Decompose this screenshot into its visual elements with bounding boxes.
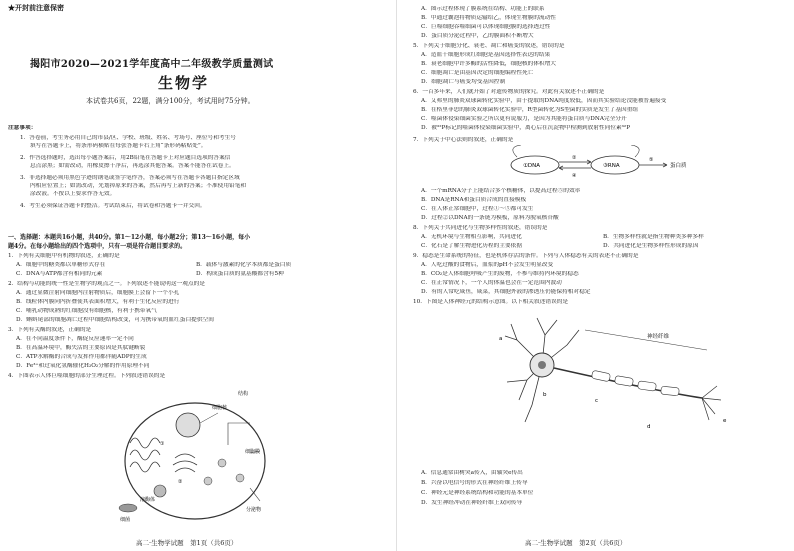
confidential-mark: ★开封前注意保密 — [8, 3, 64, 12]
myelin-sheath — [591, 370, 679, 396]
neuron-diagram — [497, 310, 737, 460]
option: A．艾弗里的肺炎双球菌转化实验中，由于提取的DNA纯度较低，因而其实验结论没能被普遍接受 — [421, 98, 667, 104]
label-d: d — [647, 424, 651, 430]
subject-title: 生物学 — [158, 74, 210, 92]
lysosome — [154, 485, 166, 497]
option: B．DNA是RNA和蛋白质合成的直接模板 — [421, 197, 527, 203]
er-structure — [130, 438, 160, 472]
arrow — [228, 423, 250, 445]
process-5-label: ⑤ — [649, 157, 654, 163]
note-line: 涂改液。不按以上要求作答无效。 — [30, 191, 116, 197]
exam-info: 本试卷共6页，22题，满分100分，考试用时75分钟。 — [86, 97, 255, 105]
label-membrane: 细胞膜 — [245, 449, 261, 455]
option: C．在正常情况下，一个人的体温也会在一定范围内波动 — [421, 280, 562, 286]
protein-label: 蛋白质 — [670, 163, 687, 169]
label-lysosome: 溶酶体 — [140, 497, 156, 503]
label-secretion: 分泌物 — [246, 507, 262, 513]
vesicle — [236, 474, 244, 482]
exam-title: 揭阳市2020—2021学年度高中二年级教学质量测试 — [30, 59, 274, 70]
option: C．噬菌体侵染细菌实验之所以更有说服力，是因为其能将蛋白质与DNA完全分开 — [421, 116, 627, 122]
option: D．被³²P标记的噬菌体侵染细菌实验中，离心后在沉淀物中检测到放射性同位素³²P — [421, 125, 631, 131]
option: D．过程②以DNA的一条链为模板，原料为脱氧核苷酸 — [421, 215, 559, 221]
note-line: 1．答卷前，考生务必用自己的市县/区、学校、班级、姓名、考场号、座位号和考生号 — [20, 135, 236, 141]
macrophage-diagram — [100, 383, 270, 523]
option: B．载体与激素的化学本质都是蛋白质 — [196, 262, 292, 268]
note-line: 3．非选择题必须用黑色字迹的钢笔或签字笔作答，答案必须写在答题卡各题目指定区域 — [20, 175, 240, 181]
exam-page-2 — [397, 0, 794, 551]
nucleus — [176, 413, 200, 437]
option: A．在不同温度条件下，酶促反应速率一定不同 — [16, 336, 134, 342]
label-fiber: 神经纤维 — [647, 334, 670, 340]
section-heading-cont: 题4分。在每小题给出的四个选项中，只有一项是符合题目要求的。 — [8, 243, 187, 250]
label-a: a — [499, 336, 503, 342]
option: B．线粒体内膜向内折叠使其表面积增大，有利于生化反应的进行 — [16, 299, 180, 305]
option: C．巨噬细胞吞噬细菌可以体现细胞膜的选择透过性 — [421, 24, 551, 30]
process-2-label: ② — [572, 155, 577, 161]
note-line: 2．作答选择题时，选出每小题答案后，用2B铅笔在答题卡上对应题目选项的答案信 — [20, 155, 231, 161]
page-footer: 高二·生物学试题 第1页（共6页） — [136, 539, 238, 547]
label-nucleus: 细胞核 — [212, 405, 228, 411]
fiber-bracket — [585, 330, 707, 350]
notes-title: 注意事项： — [8, 125, 37, 131]
option: A．无机环境与生物相互影响，共同进化 — [421, 234, 522, 240]
option: B．兴奋以电信号的形式在神经纤维上传导 — [421, 480, 528, 486]
rna-label: ③RNA — [603, 163, 620, 169]
option: B．生物多样性就是指生物种类多种多样 — [603, 234, 704, 240]
label-line — [200, 413, 218, 423]
arrow-replication — [513, 145, 521, 157]
option: D．蛋白质分泌过程中，乙的膜面积不断增大 — [421, 33, 534, 39]
dna-label: ①DNA — [523, 163, 541, 169]
label-bacteria: 细菌 — [120, 517, 131, 523]
option: C．化石是了解生物进化历程的主要依据 — [421, 243, 523, 249]
option: D．发生神经冲动在神经纤维上双向传导 — [421, 500, 523, 506]
option: C．哺乳动物成熟的红细胞没有细胞核，有利于携带氧气 — [16, 308, 157, 314]
option: D．有的人常吃咸鱼，咸菜，其细胞外液的渗透压仍能保持相对稳定 — [421, 289, 591, 295]
note-line: 内相应位置上；如需改动，先划掉原来的答案，然后再写上新的答案；不准使用铅笔和 — [30, 183, 247, 189]
note-line: 填写在答题卡上，将条形码横贴在每张答题卡右上角“条形码粘贴处”。 — [30, 143, 207, 149]
label-b: b — [543, 392, 547, 398]
option: A．人吃过酸的食物后，血浆的pH不会发生明显改变 — [421, 262, 554, 268]
question-1: 1．下列有关细胞中有机物的叙述，正确的是 — [8, 253, 120, 259]
question-5: 5．下列关于细胞分化、衰老、凋亡和癌变的叙述，错误的是 — [413, 43, 565, 49]
label-structure: 结构 — [238, 391, 249, 397]
question-9: 9．稳态是生命系统的特征，也是机体存活的条件。下列与人体稳态有关的表述不正确的是 — [413, 253, 639, 259]
process-4-label: ④ — [572, 173, 577, 179]
golgi — [173, 454, 197, 472]
section-heading: 一、选择题：本题共16小题，共40分。第1～12小题，每小题2分；第13～16小题，每小 — [8, 234, 251, 241]
bacterium — [119, 504, 137, 512]
option: C．细胞凋亡是由基因决定的细胞编程性死亡 — [421, 70, 534, 76]
question-7: 7．下列关于中心法则的叙述，正确的是 — [413, 137, 514, 143]
vesicle — [218, 459, 226, 467]
option: D．构成蛋白质的氨基酸都含有5种 — [196, 271, 284, 277]
question-10: 10．下图是人体神经元的结构示意图。以下相关叙述错误的是 — [413, 299, 569, 305]
question-8: 8．下列关于共同进化与生物多样性的叙述，错误的是 — [413, 225, 548, 231]
label-num-2: ② — [178, 479, 183, 485]
note-line: 息点涂黑；如需改动，用橡皮擦干净后，再选涂其他答案。答案不能答在试卷上。 — [30, 163, 235, 169]
option: D．蝌蚪尾部的细胞凋亡过程中细胞结构改变，可为携带氧的血红蛋白提供空间 — [16, 317, 214, 323]
question-2: 2．结构与功能的统一性是生物学的观点之一。下列叙述不能说明这一观点的是 — [8, 281, 205, 287]
central-dogma-diagram — [507, 145, 707, 185]
nucleus-dot — [538, 361, 546, 369]
arrow-rna-replication — [631, 145, 639, 157]
page-footer: 高二·生物学试题 第2页（共6页） — [525, 539, 627, 547]
option: B．甲通过囊泡将物质运输给乙，体现生物膜的流动性 — [421, 15, 556, 21]
option: C．神经元是神经系统结构和功能的基本单位 — [421, 490, 534, 496]
option: B．CO₂是人体细胞呼吸产生的废物，不参与维持内环境的稳态 — [421, 271, 579, 277]
option: C．在人体正常细胞中，过程①～⑤都可发生 — [421, 206, 534, 212]
option: B．在高温环境中，酶失活的主要原因是其肽键断裂 — [16, 345, 146, 351]
option: C．DNA与ATP都含有相同的元素 — [16, 271, 103, 277]
option: A．一个mRNA分子上能结合多个核糖体，以提高过程⑤的效率 — [421, 188, 581, 194]
label-e: e — [723, 418, 727, 424]
option: A．信息通常由树突a传入，由轴突e传出 — [421, 470, 523, 476]
option: D．共同进化是生物多样性形成的原因 — [603, 243, 699, 249]
vesicle — [204, 477, 212, 485]
option: D．Fe³⁺和过氧化氢酶催化H₂O₂分解的作用原理不同 — [16, 363, 150, 369]
option: A．通过显微注射向细胞内注射物质后，细胞膜上会留下一个小孔 — [16, 290, 180, 296]
label-num-1: ① — [160, 441, 165, 447]
axon-terminals — [702, 386, 721, 420]
option: A．细胞中的糖类都以单糖形式存在 — [16, 262, 106, 268]
label-c: c — [595, 398, 599, 404]
option: A．造血干细胞形成红细胞是基因选择性表达的结果 — [421, 52, 551, 58]
question-6: 6．一百多年来，人们就开始了对遗传物质的探究。对此有关叙述不正确的是 — [413, 89, 605, 95]
option: D．细胞凋亡与癌变均受基因控制 — [421, 79, 506, 85]
question-4: 4．下图表示人体巨噬细胞的部分生理过程。下列叙述错误的是 — [8, 373, 166, 379]
option: A．图示过程体现了膜系统在结构、功能上的联系 — [421, 6, 545, 12]
option: B．衰老细胞中许多酶的活性降低，细胞核的体积增大 — [421, 61, 556, 67]
option: C．ATP水解酶的合成与发挥作用都伴随ADP的生成 — [16, 354, 147, 360]
question-3: 3．下列有关酶的叙述，正确的是 — [8, 327, 92, 333]
option: B．在格里菲思的肺炎双球菌转化实验中，R型菌转化为S型菌的实质是发生了基因重组 — [421, 107, 639, 113]
note-line: 4．考生必须保证答题卡的整洁。考试结束后，将试卷和答题卡一并交回。 — [20, 203, 206, 209]
